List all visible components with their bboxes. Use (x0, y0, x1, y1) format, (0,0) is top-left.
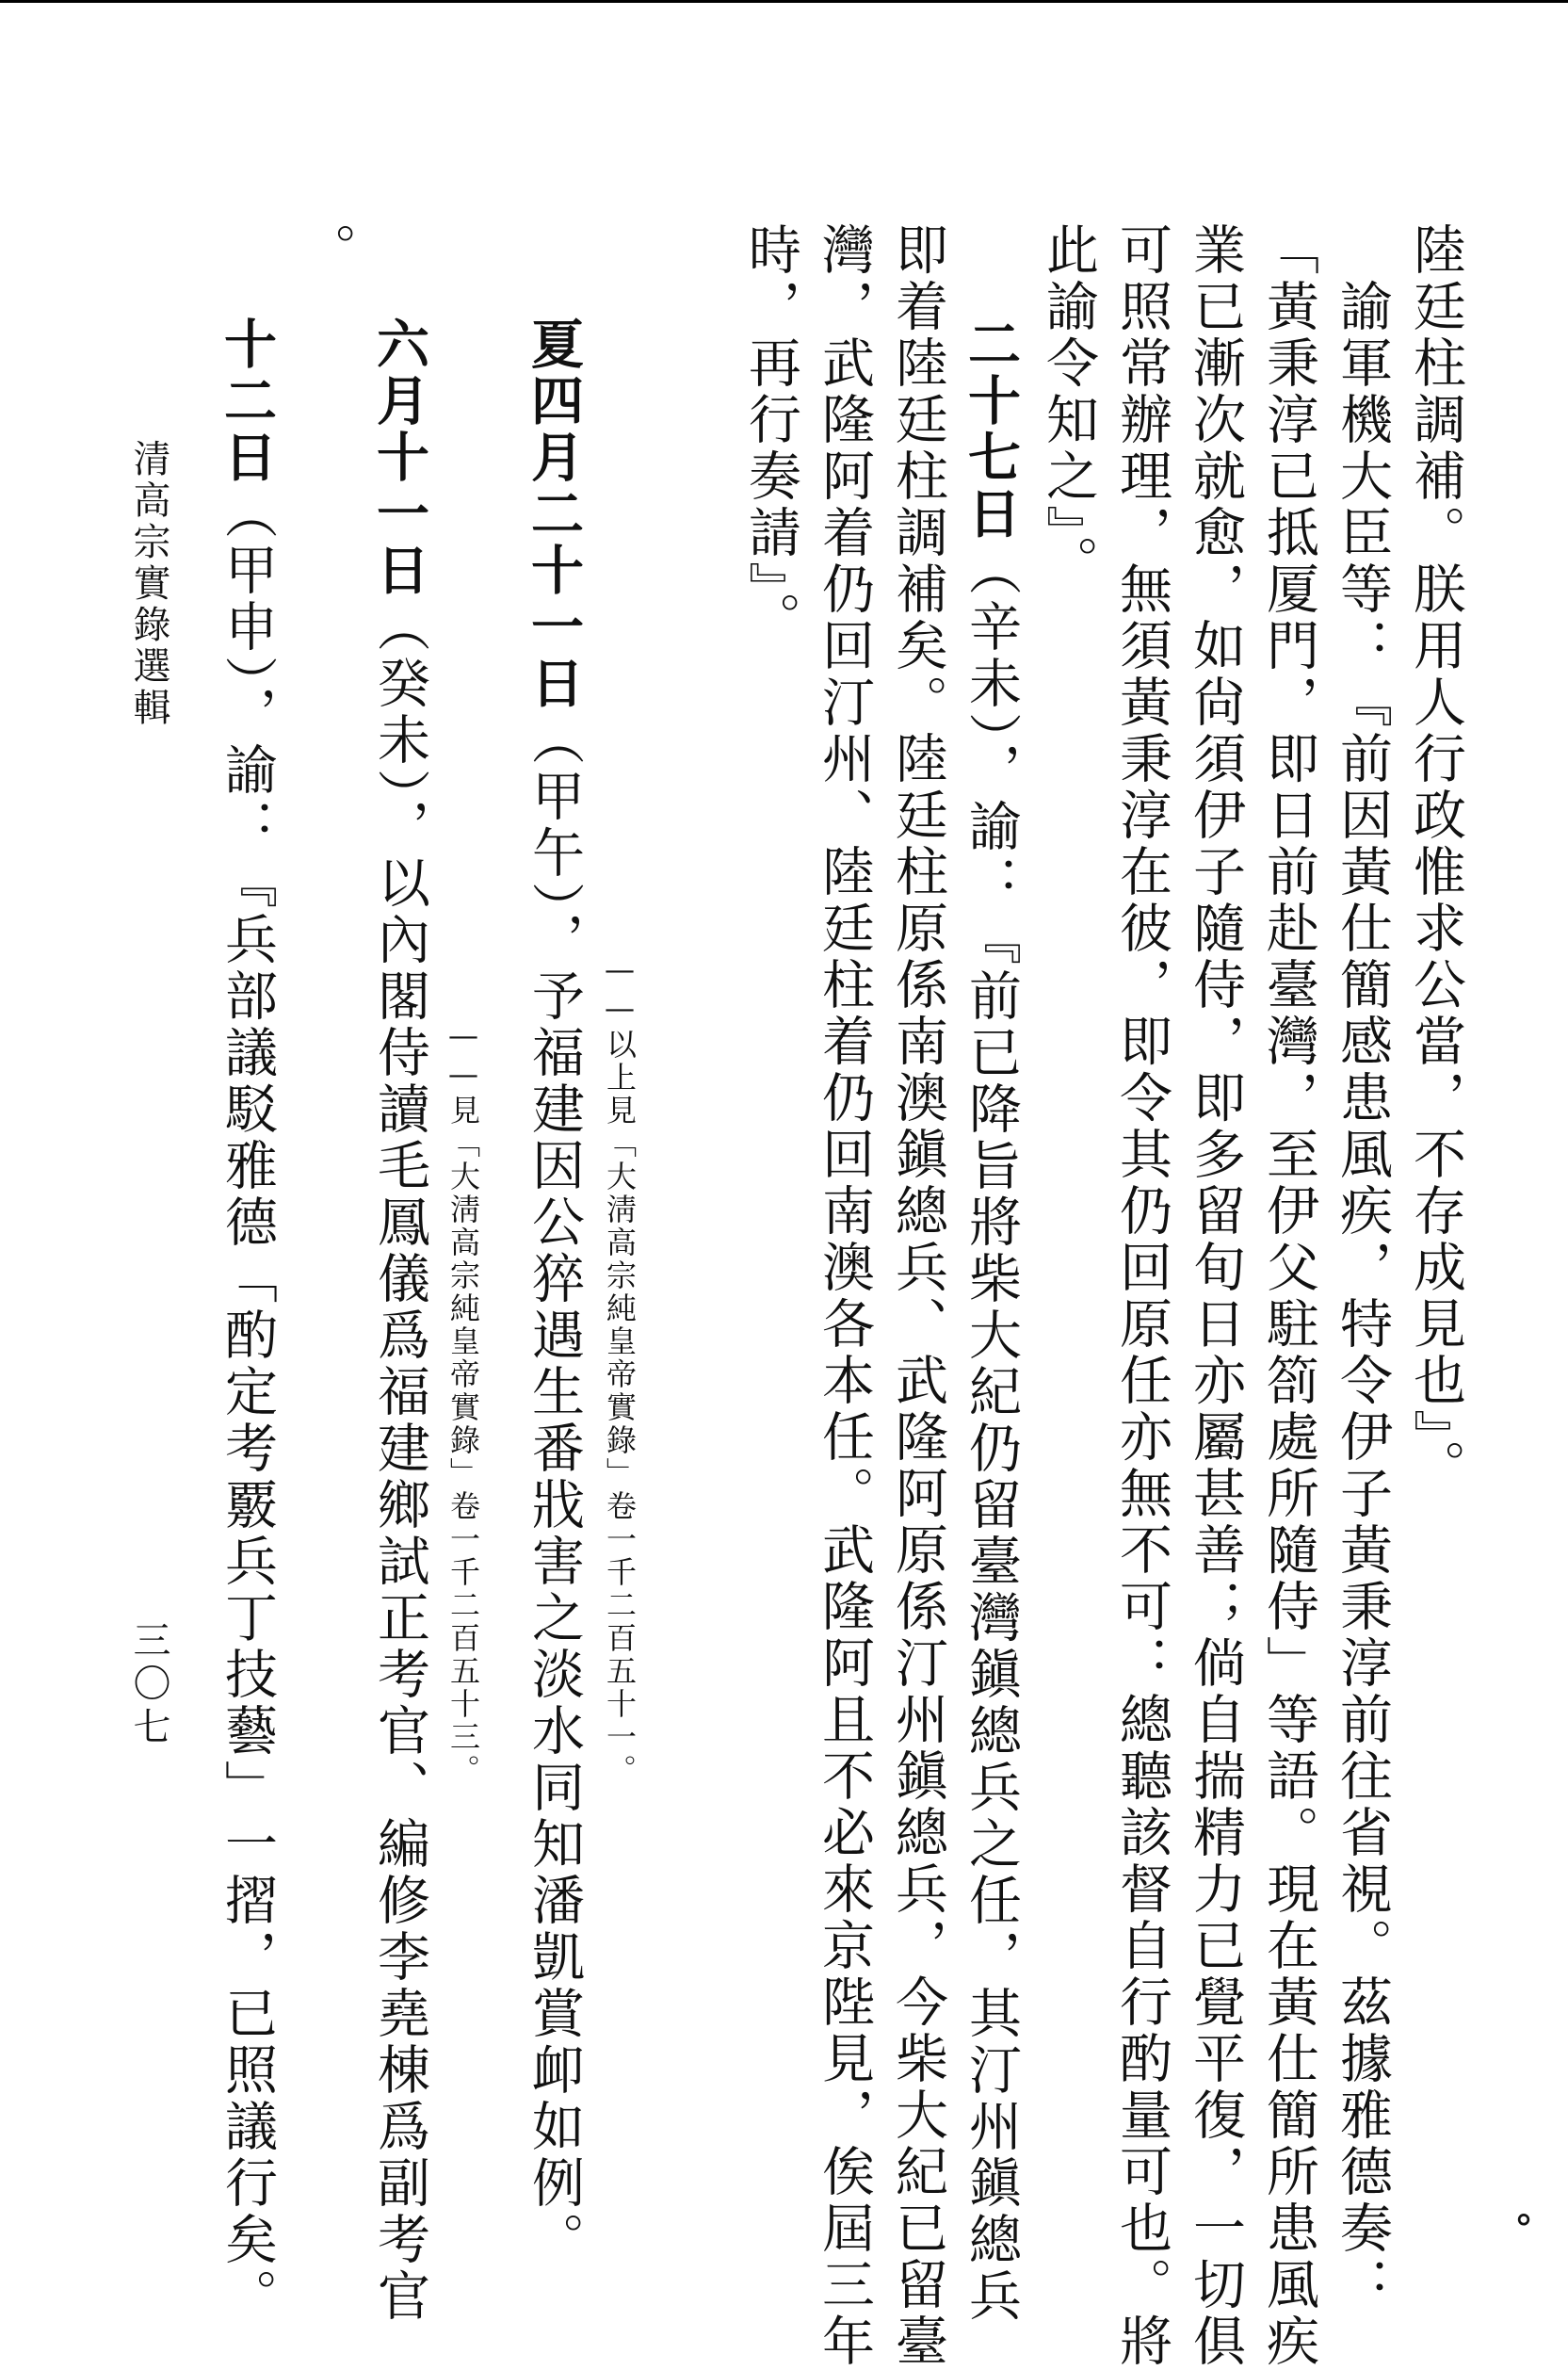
citation-text: ——見「大淸高宗純皇帝實錄」卷一千二百五十三。 (445, 1017, 481, 1787)
source-citation-2 (445, 1017, 481, 1787)
corner-mark (1514, 2208, 1533, 2251)
entry-date: 十二日 (216, 317, 278, 486)
page-number (127, 1620, 170, 1750)
column-text: 業已漸次就愈，如尙須伊子隨侍，即多留旬日亦屬甚善；倘自揣精力已覺平復，一切俱 (1185, 222, 1246, 2370)
entry-date: 二十七日 (960, 317, 1022, 543)
page-top-border (0, 0, 1568, 3)
text-column-1 (1405, 222, 1466, 1496)
column-text: 時，再行奏請』。 (740, 222, 801, 648)
column-text: 諭軍機大臣等：『前因黃仕簡感患風疾，特令伊子黃秉淳前往省視。茲據雅德奏： (1332, 222, 1393, 2313)
text-column-6 (1038, 222, 1099, 592)
text-column-10 (740, 222, 801, 648)
text-column-7 (960, 317, 1022, 2325)
text-column-3 (1258, 222, 1319, 2370)
citation-text: ——以上見「大淸高宗純皇帝實錄」卷一千二百五十一。 (602, 951, 638, 1787)
column-text: 陸廷柱調補。朕用人行政惟求公當，不存成見也』。 (1405, 222, 1466, 1496)
column-text: 即着陸廷柱調補矣。陸廷柱原係南澳鎭總兵、武隆阿原係汀州鎭總兵，今柴大紀已留臺 (887, 222, 948, 2370)
text-column-4 (1185, 222, 1246, 2370)
running-head (127, 439, 170, 729)
source-citation-1 (602, 951, 638, 1787)
column-text: 。 (296, 222, 357, 279)
column-text: 可照常辦理，無須黃秉淳在彼，即令其仍回原任亦無不可：總聽該督自行酌量可也。將 (1111, 222, 1172, 2370)
text-column-5 (1111, 222, 1172, 2370)
column-text: 此諭令知之』。 (1038, 222, 1099, 592)
text-column-9 (814, 222, 875, 2370)
column-text: （甲申），諭：『兵部議駁雅德「酌定考覈兵丁技藝」一摺，已照議行矣。 (217, 486, 278, 2325)
text-column-14 (216, 317, 278, 2325)
column-text: （癸未），以內閣侍讀毛鳳儀爲福建鄉試正考官、編修李堯棟爲副考官 (369, 599, 430, 2325)
text-column-2 (1332, 222, 1393, 2313)
book-title: 清高宗實錄選輯 (127, 439, 170, 729)
text-column-13 (296, 222, 357, 279)
corner-mark-text: ° (1514, 2208, 1533, 2251)
text-column-12 (368, 317, 430, 2325)
page-number-text: 三〇七 (127, 1620, 170, 1750)
text-column-11 (523, 317, 585, 2268)
column-text: （甲午），予福建因公猝遇生番戕害之淡水同知潘凱賞卹如例。 (524, 712, 585, 2268)
column-text: 「黃秉淳已抵厦門，即日前赴臺灣，至伊父駐箚處所隨侍」等語。現在黃仕簡所患風疾 (1258, 222, 1319, 2370)
text-column-8 (887, 222, 948, 2370)
column-text: （辛未），諭：『前已降旨將柴大紀仍留臺灣鎭總兵之任，其汀州鎭總兵 (961, 543, 1022, 2325)
entry-date: 六月十一日 (368, 317, 430, 599)
column-text: 灣，武隆阿着仍回汀州、陸廷柱着仍回南澳各本任。武隆阿且不必來京陛見，俟屆三年 (814, 222, 875, 2370)
entry-date: 夏四月二十一日 (523, 317, 585, 712)
